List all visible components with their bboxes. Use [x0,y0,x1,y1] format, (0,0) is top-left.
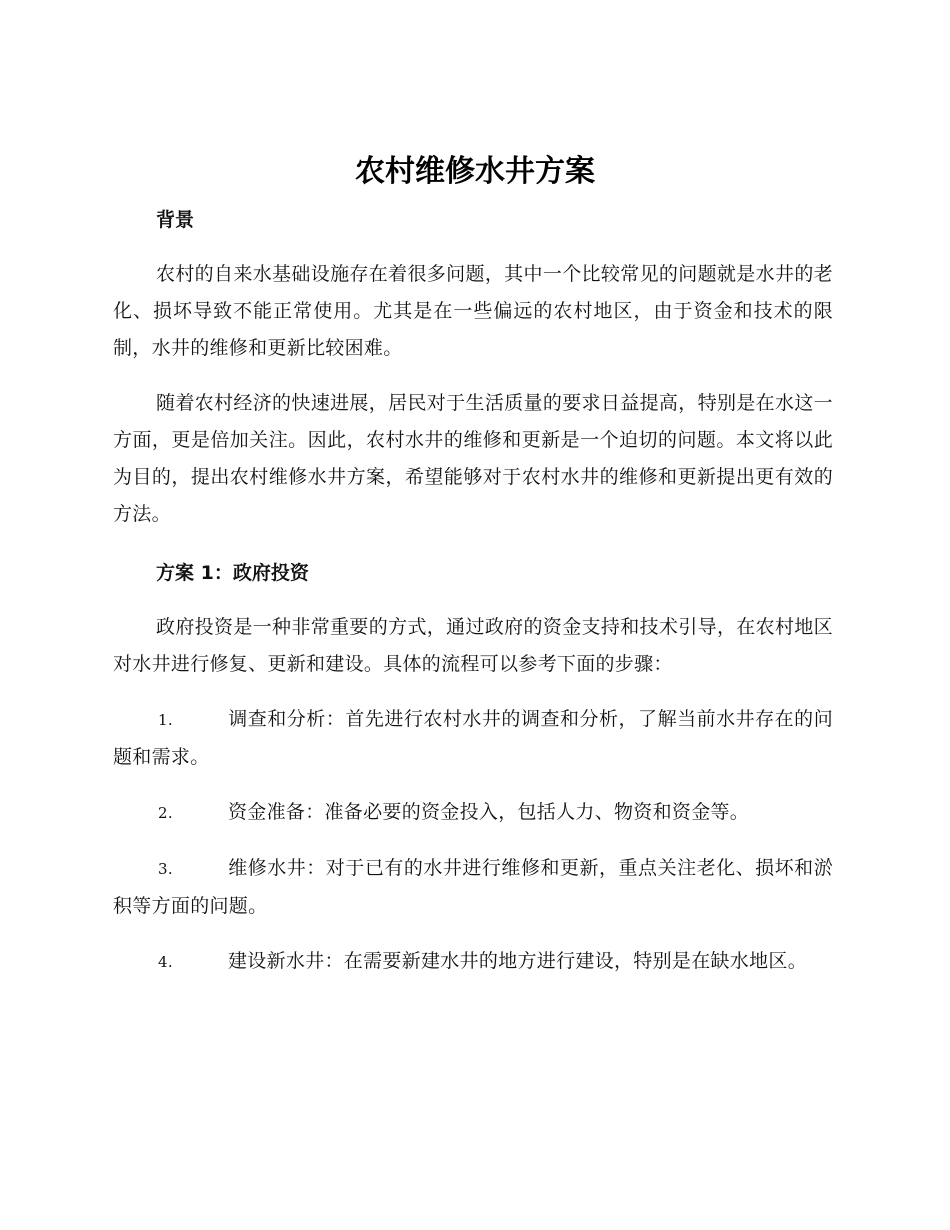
list-item [113,943,833,981]
list-item-text: 调查和分析：首先进行农村水井的调查和分析，了解当前水井存在的问题和需求。 [113,708,833,768]
plan-1-intro-paragraph: 政府投资是一种非常重要的方式，通过政府的资金支持和技术引导，在农村地区对水井进行修复、更新和建设。具体的流程可以参考下面的步骤： [113,616,833,675]
document-title: 农村维修水井方案 [355,154,595,189]
background-paragraph-2: 随着农村经济的快速进展，居民对于生活质量的要求日益提高，特别是在水这一方面，更是倍加关注。因此，农村水井的维修和更新是一个迫切的问题。本文将以此为目的，提出农村维修水井方案，希望能够对于农村水井的维修和更新提出更有效的方法。 [113,392,833,525]
list-item [113,850,833,925]
list-item-number: 3. [158,860,173,878]
list-item [113,701,833,776]
document-body [113,200,833,981]
list-item-number: 1. [158,711,173,729]
list-item-text: 维修水井：对于已有的水井进行维修和更新，重点关注老化、损坏和淤积等方面的问题。 [113,857,833,917]
section-heading-plan-1: 方案 1：政府投资 [156,562,309,584]
list-item-number: 4. [158,953,173,971]
background-paragraph-1: 农村的自来水基础设施存在着很多问题，其中一个比较常见的问题就是水井的老化、损坏导致不能正常使用。尤其是在一些偏远的农村地区，由于资金和技术的限制，水井的维修和更新比较困难。 [113,263,833,359]
list-item-number: 2. [158,804,173,822]
section-heading-background: 背景 [156,209,195,231]
list-item [113,794,833,832]
list-item-text: 建设新水井：在需要新建水井的地方进行建设，特别是在缺水地区。 [228,950,808,972]
list-item-text: 资金准备：准备必要的资金投入，包括人力、物资和资金等。 [228,801,750,823]
